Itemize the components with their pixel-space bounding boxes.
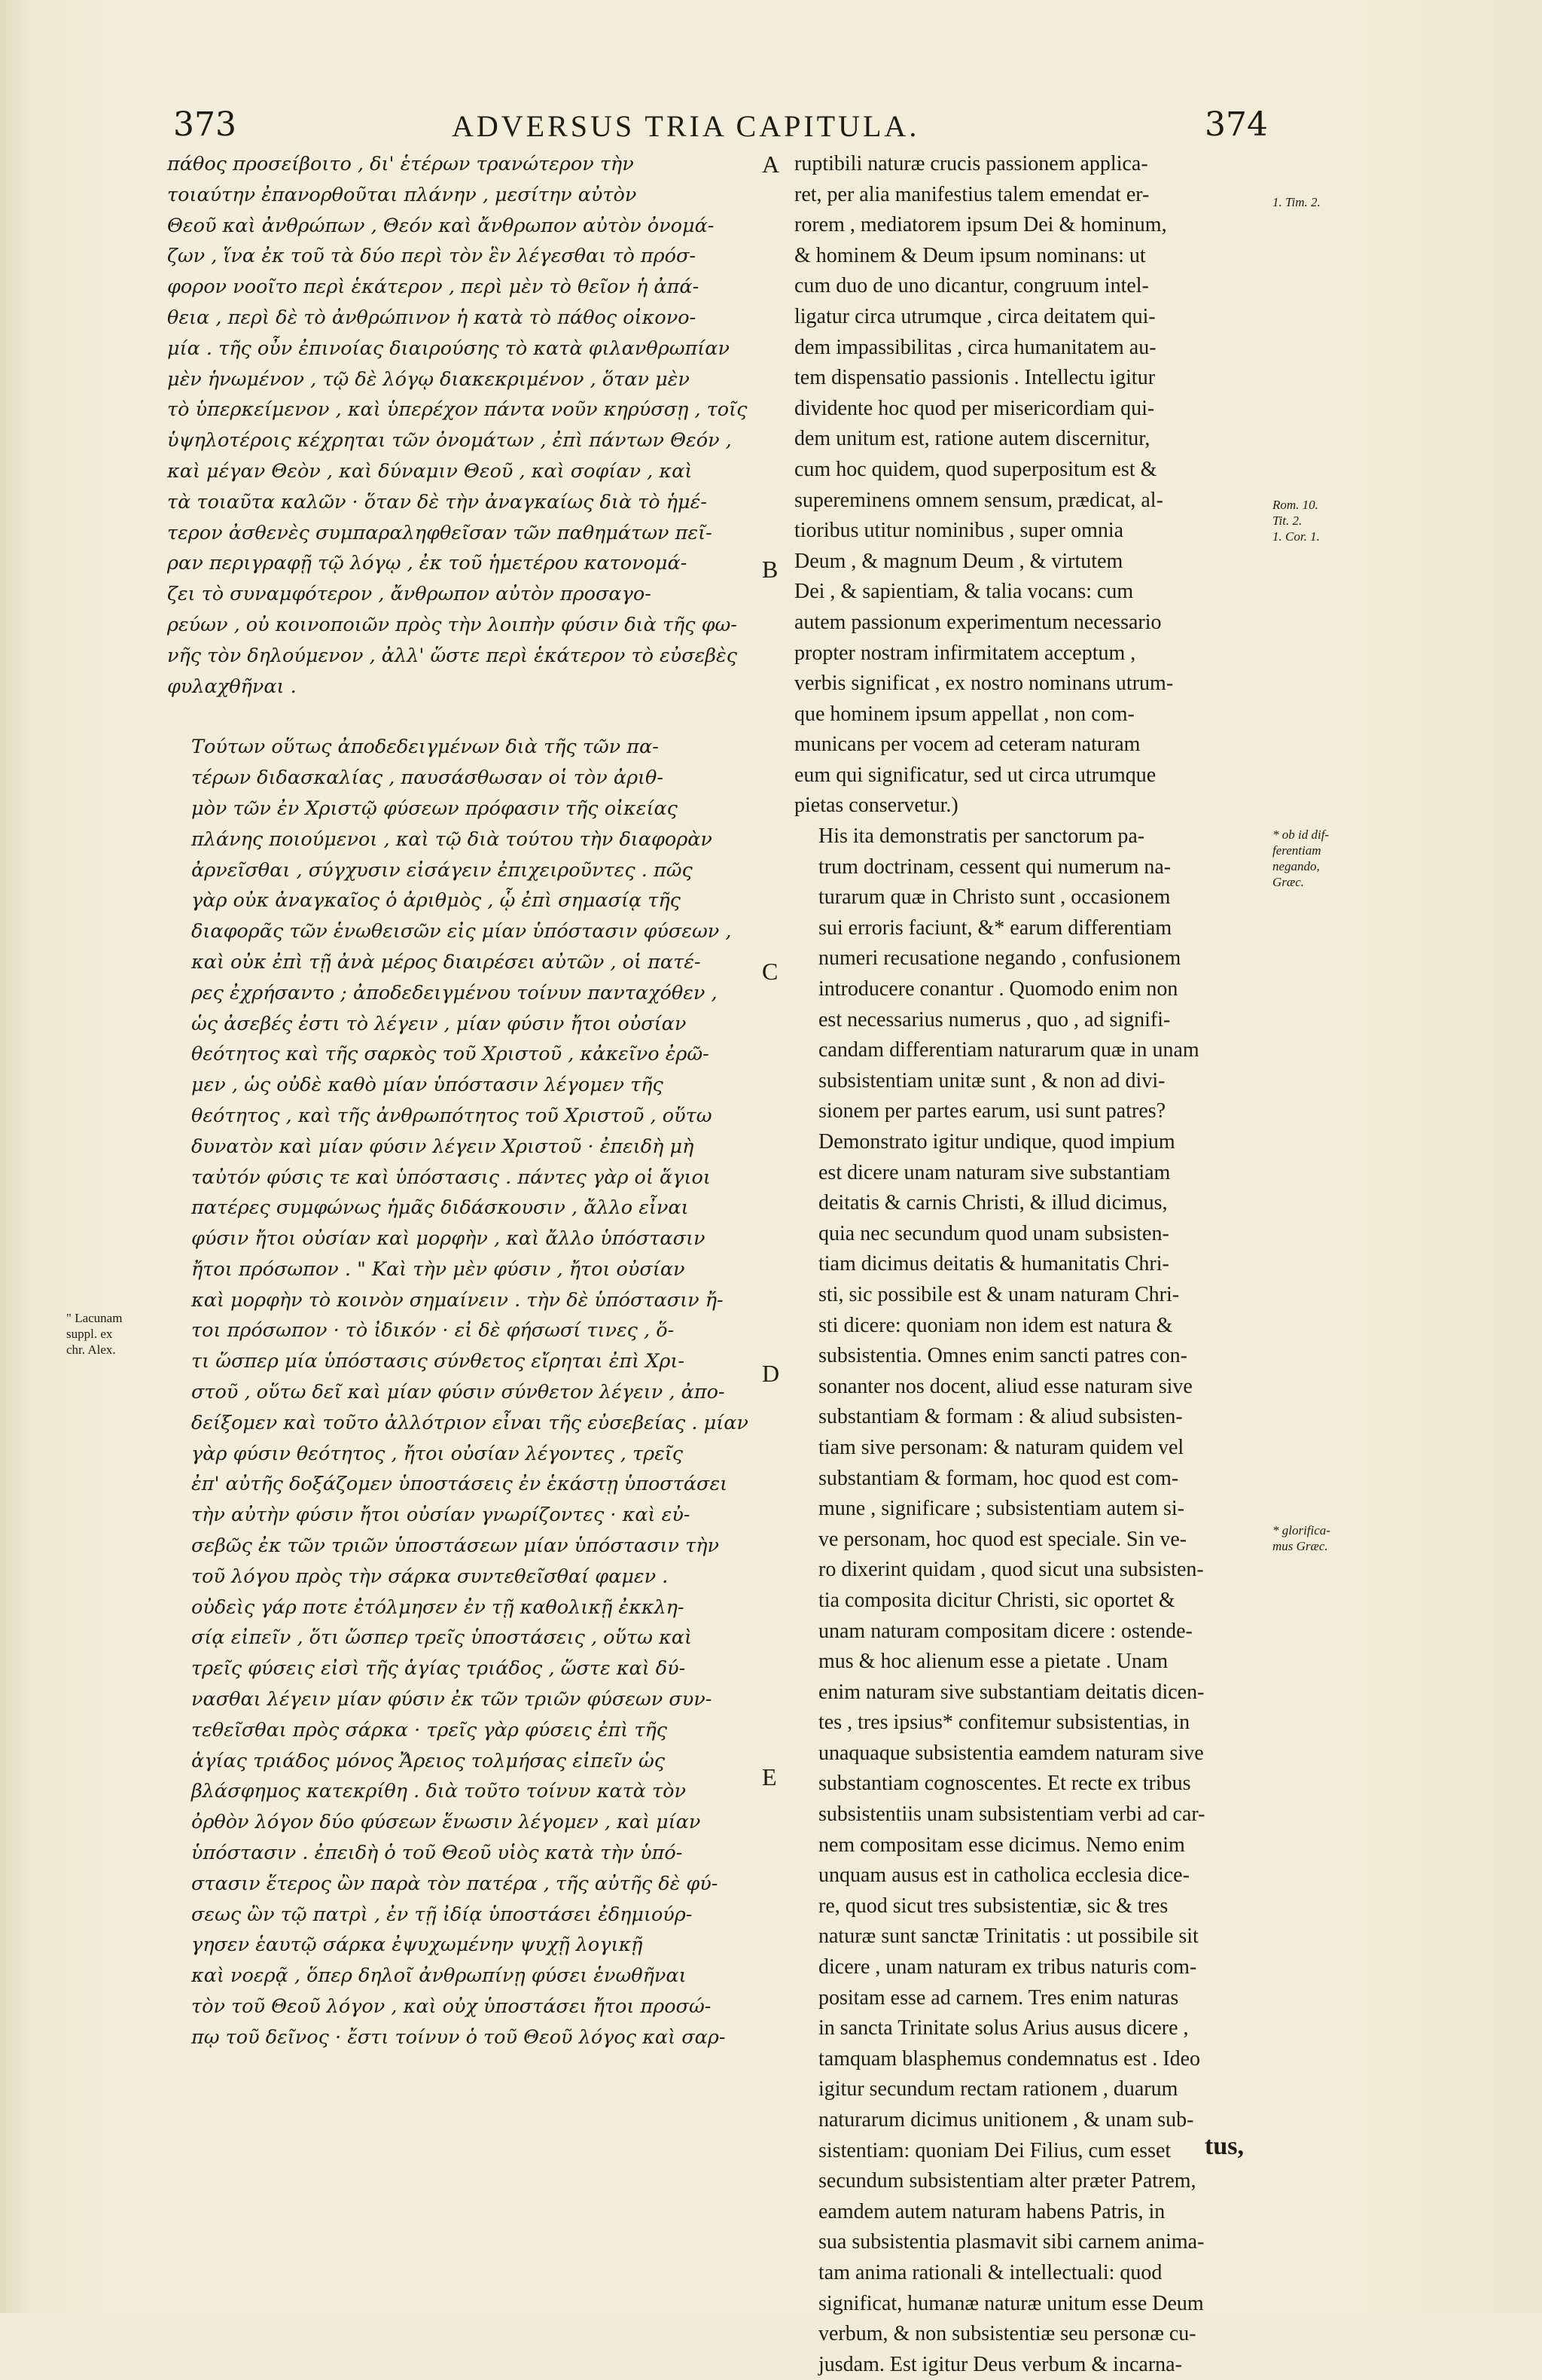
- greek-text-line: τέρων διδασκαλίας , παυσάσθωσαν οἱ τὸν ἀριθ-: [191, 766, 664, 790]
- latin-text-line: secundum subsistentiam alter præter Patrem,: [818, 2169, 1196, 2193]
- greek-text-line: γὰρ οὐκ ἀναγκαῖος ὁ ἀριθμὸς , ᾧ ἐπὶ σημασίᾳ τῆς: [191, 889, 681, 913]
- greek-text-line: τοι πρόσωπον · τὸ ἰδικόν · εἰ δὲ φήσωσί τινες , ὅ-: [191, 1319, 675, 1342]
- greek-text-line: δείξομεν καὶ τοῦτο ἀλλότριον εἶναι τῆς εὐσεβείας . μίαν: [191, 1411, 748, 1434]
- greek-text-line: καὶ νοερᾷ , ὅπερ δηλοῖ ἀνθρωπίνῃ φύσει ἑνωθῆναι: [191, 1964, 687, 1988]
- greek-text-line: γὰρ φύσιν θεότητος , ἤτοι οὐσίαν λέγοντες , τρεῖς: [191, 1442, 684, 1465]
- greek-text-line: ἀρνεῖσθαι , σύγχυσιν εἰσάγειν ἐπιχειροῦντες . πῶς: [191, 858, 693, 882]
- latin-text-line: subsistentia. Omnes enim sancti patres con-: [818, 1344, 1187, 1368]
- latin-text-line: substantiam & formam : & aliud subsisten-: [818, 1405, 1183, 1429]
- catchword: tus,: [1205, 2132, 1244, 2160]
- latin-text-line: unaquaque subsistentia eamdem naturam sive: [818, 1741, 1204, 1765]
- margin-note-rom: Rom. 10. Tit. 2. 1. Cor. 1.: [1272, 498, 1320, 544]
- greek-text-line: στασιν ἕτερος ὢν παρὰ τὸν πατέρα , τῆς αὐτῆς δὲ φύ-: [191, 1872, 718, 1895]
- latin-text-line: ret, per alia manifestius talem emendat er-: [794, 182, 1150, 206]
- latin-text-line: ligatur circa utrumque , circa deitatem qui-: [794, 304, 1156, 328]
- latin-text-line: est dicere unam naturam sive substantiam: [818, 1160, 1171, 1184]
- latin-text-line: numeri recusatione negando , confusionem: [818, 946, 1181, 971]
- latin-text-line: unam naturam compositam dicere : ostende-: [818, 1619, 1193, 1643]
- greek-text-line: νασθαι λέγειν μίαν φύσιν ἐκ τῶν τριῶν φύσεων συν-: [191, 1688, 712, 1711]
- latin-text-line: dem impassibilitas , circa humanitatem au-: [794, 335, 1156, 359]
- greek-text-line: νῆς τὸν δηλούμενον , ἀλλ' ὥστε περὶ ἑκάτερον τὸ εὐσεβὲς: [167, 644, 738, 667]
- latin-text-line: mune , significare ; subsistentiam autem si-: [818, 1497, 1185, 1521]
- latin-text-line: tiam dicimus deitatis & humanitatis Chri-: [818, 1252, 1169, 1276]
- latin-column: [794, 149, 1261, 2380]
- greek-text-line: πάθος προσείβοιτο , δι' ἑτέρων τρανώτερον τὴν: [167, 153, 634, 175]
- greek-text-line: θεότητος , καὶ τῆς ἀνθρωπότητος τοῦ Χριστοῦ , οὕτω: [191, 1104, 712, 1127]
- greek-text-line: καὶ μορφὴν τὸ κοινὸν σημαίνειν . τὴν δὲ ὑπόστασιν ἤ-: [191, 1288, 724, 1312]
- greek-text-line: ὑψηλοτέροις κέχρηται τῶν ὀνομάτων , ἐπὶ πάντων Θεόν ,: [167, 429, 732, 453]
- latin-text-line: subsistentiam unitæ sunt , & non ad divi-: [818, 1068, 1166, 1092]
- greek-text-line: μὸν τῶν ἐν Χριστῷ φύσεων πρόφασιν τῆς οἰκείας: [191, 797, 678, 820]
- greek-text-line: φύσιν ἤτοι οὐσίαν καὶ μορφὴν , καὶ ἄλλο ὑπόστασιν: [191, 1227, 705, 1251]
- greek-text-line: φυλαχθῆναι .: [167, 675, 297, 698]
- greek-text-line: σίᾳ εἰπεῖν , ὅτι ὥσπερ τρεῖς ὑποστάσεις , οὕτω καὶ: [191, 1626, 692, 1650]
- greek-text-line: διαφορᾶς τῶν ἑνωθεισῶν εἰς μίαν ὑπόστασιν φύσεων ,: [191, 920, 732, 943]
- latin-text-line: nem compositam esse dicimus. Nemo enim: [818, 1833, 1185, 1857]
- latin-text-line: dicere , unam naturam ex tribus naturis com-: [818, 1955, 1197, 1979]
- page-header: [151, 105, 1268, 151]
- latin-text-line: significat, humanæ naturæ unitum esse Deum: [818, 2291, 1204, 2315]
- latin-text-line: sui erroris faciunt, &* earum differentiam: [818, 916, 1172, 940]
- margin-note-tim: 1. Tim. 2.: [1272, 195, 1321, 209]
- greek-text-line: φορον νοοῖτο περὶ ἑκάτερον , περὶ μὲν τὸ θεῖον ἡ ἀπά-: [167, 276, 699, 299]
- paragraph-gap: [167, 702, 753, 732]
- latin-text-line: mus & hoc alienum esse a pietate . Unam: [818, 1650, 1169, 1674]
- latin-text-line: est necessarius numerus , quo , ad signifi-: [818, 1007, 1171, 1032]
- latin-text-line: substantiam cognoscentes. Et recte ex tribus: [818, 1772, 1191, 1796]
- greek-text-line: τρεῖς φύσεις εἰσὶ τῆς ἁγίας τριάδος , ὥστε καὶ δύ-: [191, 1657, 686, 1681]
- greek-text-line: τὸν τοῦ Θεοῦ λόγον , καὶ οὐχ ὑποστάσει ἤτοι προσώ-: [191, 1995, 712, 2019]
- section-letter-c: C: [762, 958, 779, 985]
- latin-text-line: tes , tres ipsius* confitemur subsistentias, in: [818, 1711, 1190, 1735]
- greek-text-line: ὀρθὸν λόγον δύο φύσεων ἕνωσιν λέγομεν , καὶ μίαν: [191, 1811, 701, 1834]
- greek-text-line: ὑπόστασιν . ἐπειδὴ ὁ τοῦ Θεοῦ υἱὸς κατὰ τὴν ὑπό-: [191, 1842, 683, 1865]
- greek-text-line: βλάσφημος κατεκρίθη . διὰ τοῦτο τοίνυν κατὰ τὸν: [191, 1780, 686, 1803]
- latin-text-line: sistentiam: quoniam Dei Filius, cum esset: [818, 2138, 1172, 2162]
- latin-text-line: tam anima rationali & intellectuali: quod: [818, 2260, 1163, 2284]
- latin-text-line: sonanter nos docent, aliud esse naturam sive: [818, 1374, 1193, 1398]
- greek-text-line: τι ὥσπερ μία ὑπόστασις σύνθετος εἴρηται ἐπὶ Χρι-: [191, 1350, 684, 1373]
- greek-text-line: τοιαύτην ἐπανορθοῦται πλάνην , μεσίτην αὐτὸν: [167, 183, 637, 206]
- latin-text-line: naturæ sunt sanctæ Trinitatis : ut possibile sit: [818, 1924, 1199, 1949]
- latin-text-line: sua subsistentia plasmavit sibi carnem anima-: [818, 2230, 1205, 2254]
- greek-text-line: σεως ὢν τῷ πατρὶ , ἐν τῇ ἰδίᾳ ὑποστάσει ἐδημιούρ-: [191, 1903, 693, 1926]
- latin-text-line: deitatis & carnis Christi, & illud dicimus,: [818, 1191, 1168, 1215]
- greek-text-line: καὶ μέγαν Θεὸν , καὶ δύναμιν Θεοῦ , καὶ σοφίαν , καὶ: [167, 459, 693, 483]
- latin-text-line: His ita demonstratis per sanctorum pa-: [818, 824, 1145, 849]
- latin-text-line: autem passionum experimentum necessario: [794, 610, 1162, 634]
- greek-paragraph-2: [167, 732, 753, 2052]
- greek-text-line: τὴν αὐτὴν φύσιν ἤτοι οὐσίαν γνωρίζοντες · καὶ εὐ-: [191, 1504, 690, 1527]
- page-number-right: 374: [1205, 105, 1268, 144]
- greek-text-line: πῳ τοῦ δεῖνος · ἔστι τοίνυν ὁ τοῦ Θεοῦ λόγος καὶ σαρ-: [191, 2025, 726, 2049]
- page-number-left: 373: [173, 105, 236, 144]
- greek-text-line: πατέρες συμφώνως ἡμᾶς διδάσκουσιν , ἄλλο εἶναι: [191, 1196, 689, 1220]
- latin-text-line: propter nostram infirmitatem acceptum ,: [794, 641, 1136, 665]
- latin-text-line: tamquam blasphemus condemnatus est . Ideo: [818, 2046, 1200, 2071]
- latin-text-line: & hominem & Deum ipsum nominans: ut: [794, 243, 1146, 267]
- latin-text-line: sionem per partes earum, usi sunt patres?: [818, 1099, 1166, 1123]
- latin-paragraph-2: [794, 821, 1261, 2380]
- greek-text-line: τερον ἀσθενὲς συμπαραληφθεῖσαν τῶν παθημάτων πεῖ-: [167, 521, 712, 544]
- latin-text-line: rorem , mediatorem ipsum Dei & hominum,: [794, 213, 1167, 237]
- latin-text-line: Deum , & magnum Deum , & virtutem: [794, 549, 1123, 573]
- greek-text-line: μεν , ὡς οὐδὲ καθὸ μίαν ὑπόστασιν λέγομεν τῆς: [191, 1074, 663, 1097]
- greek-text-line: ρες ἐχρήσαντο ; ἀποδεδειγμένου τοίνυν πανταχόθεν ,: [191, 981, 718, 1004]
- greek-text-line: ἤτοι πρόσωπον . " Καὶ τὴν μὲν φύσιν , ἤτοι οὐσίαν: [191, 1257, 685, 1281]
- greek-text-line: ταὐτόν φύσις τε καὶ ὑπόστασις . πάντες γὰρ οἱ ἅγιοι: [191, 1166, 711, 1189]
- latin-text-line: sti, sic possibile est & unam naturam Chri-: [818, 1282, 1180, 1306]
- latin-text-line: in sancta Trinitate solus Arius ausus dicere ,: [818, 2016, 1189, 2040]
- latin-text-line: igitur secundum rectam rationem , duarum: [818, 2077, 1178, 2101]
- latin-text-line: cum duo de uno dicantur, congruum intel-: [794, 274, 1149, 298]
- latin-paragraph-1: [794, 149, 1261, 821]
- latin-text-line: candam differentiam naturarum quæ in unam: [818, 1038, 1199, 1062]
- latin-text-line: naturarum dicimus unitionem , & unam sub-: [818, 2108, 1194, 2132]
- latin-text-line: supereminens omnem sensum, prædicat, al-: [794, 488, 1163, 512]
- latin-text-line: tioribus utitur nominibus , super omnia: [794, 519, 1124, 543]
- latin-text-line: turarum quæ in Christo sunt , occasionem: [818, 885, 1171, 910]
- greek-text-line: στοῦ , οὕτω δεῖ καὶ μίαν φύσιν σύνθετον λέγειν , ἀπο-: [191, 1381, 725, 1404]
- latin-text-line: positam esse ad carnem. Tres enim naturas: [818, 1985, 1179, 2010]
- greek-text-line: ἁγίας τριάδος μόνος Ἄρειος τολμήσας εἰπεῖν ὡς: [191, 1749, 666, 1772]
- greek-text-line: πλάνης ποιούμενοι , καὶ τῷ διὰ τούτου τὴν διαφορὰν: [191, 827, 712, 851]
- greek-text-line: ζων , ἵνα ἐκ τοῦ τὰ δύο περὶ τὸν ἓν λέγεσθαι τὸ πρόσ-: [167, 245, 696, 268]
- margin-note-ob-id: * ob id dif- ferentiam negando, Græc.: [1272, 827, 1330, 889]
- latin-text-line: cum hoc quidem, quod superpositum est &: [794, 457, 1157, 481]
- section-letter-e: E: [762, 1763, 777, 1790]
- latin-text-line: quia nec secundum quod unam subsisten-: [818, 1221, 1169, 1245]
- greek-text-line: ἐπ' αὐτῆς δοξάζομεν ὑποστάσεις ἐν ἑκάστῃ ὑποστάσει: [191, 1473, 728, 1496]
- greek-text-line: Θεοῦ καὶ ἀνθρώπων , Θεόν καὶ ἄνθρωπον αὐτὸν ὀνομά-: [167, 214, 715, 237]
- latin-text-line: ruptibili naturæ crucis passionem applica-: [794, 152, 1148, 175]
- latin-text-line: ve personam, hoc quod est speciale. Sin ve-: [818, 1527, 1187, 1551]
- margin-note-lacunam: " Lacunam suppl. ex chr. Alex.: [66, 1311, 123, 1357]
- latin-text-line: ro dixerint quidam , quod sicut una subsisten-: [818, 1558, 1204, 1582]
- greek-text-line: σεβῶς ἐκ τῶν τριῶν ὑποστάσεων μίαν ὑπόστασιν τὴν: [191, 1534, 720, 1558]
- latin-text-line: verbum, & non subsistentiæ seu personæ cu-: [818, 2322, 1196, 2346]
- margin-note-glorificamus: * glorifica- mus Græc.: [1272, 1523, 1330, 1553]
- latin-text-line: unquam ausus est in catholica ecclesia dice-: [818, 1863, 1190, 1888]
- latin-text-line: pietas conservetur.): [794, 794, 958, 818]
- latin-text-line: eum qui significatur, sed ut circa utrumque: [794, 763, 1156, 787]
- latin-text-line: introducere conantur . Quomodo enim non: [818, 977, 1178, 1001]
- section-letter-d: D: [762, 1360, 780, 1387]
- latin-text-line: verbis significat , ex nostro nominans utrum-: [794, 672, 1174, 696]
- greek-text-line: μία . τῆς οὖν ἐπινοίας διαιρούσης τὸ κατὰ φιλανθρωπίαν: [167, 337, 730, 360]
- latin-text-line: enim naturam sive substantiam deitatis dicen-: [818, 1680, 1205, 1704]
- latin-text-line: substantiam & formam, hoc quod est com-: [818, 1466, 1179, 1490]
- greek-paragraph-1: [167, 149, 753, 702]
- latin-text-line: que hominem ipsum appellat , non com-: [794, 702, 1135, 726]
- greek-column: [167, 149, 753, 2053]
- greek-text-line: μὲν ἡνωμένον , τῷ δὲ λόγῳ διακεκριμένον , ὅταν μὲν: [167, 367, 690, 391]
- greek-text-line: τοῦ λόγου πρὸς τὴν σάρκα συντεθεῖσθαί φαμεν .: [191, 1565, 669, 1588]
- latin-text-line: jusdam. Est igitur Deus verbum & incarna-: [818, 2352, 1182, 2376]
- latin-text-line: tiam sive personam: & naturam quidem vel: [818, 1435, 1184, 1459]
- greek-text-line: θεια , περὶ δὲ τὸ ἀνθρώπινον ἡ κατὰ τὸ πάθος οἰκονο-: [167, 306, 696, 329]
- latin-text-line: Dei , & sapientiam, & talia vocans: cum: [794, 580, 1134, 604]
- section-letter-b: B: [762, 556, 779, 583]
- greek-text-line: θεότητος καὶ τῆς σαρκὸς τοῦ Χριστοῦ , κἀκεῖνο ἐρῶ-: [191, 1043, 709, 1066]
- greek-text-line: καὶ οὐκ ἐπὶ τῇ ἀνὰ μέρος διαιρέσει αὐτῶν , οἱ πατέ-: [191, 950, 701, 974]
- latin-text-line: Demonstrato igitur undique, quod impium: [818, 1130, 1175, 1153]
- latin-text-line: subsistentiis unam subsistentiam verbi ad car-: [818, 1803, 1205, 1827]
- greek-text-line: τὰ τοιαῦτα καλῶν · ὅταν δὲ τὴν ἀναγκαίως διὰ τὸ ἡμέ-: [167, 490, 707, 513]
- greek-text-line: ραν περιγραφῇ τῷ λόγῳ , ἐκ τοῦ ἡμετέρου κατονομά-: [167, 552, 687, 575]
- greek-text-line: δυνατὸν καὶ μίαν φύσιν λέγειν Χριστοῦ · ἐπειδὴ μὴ: [191, 1135, 694, 1158]
- latin-text-line: municans per vocem ad ceteram naturam: [794, 733, 1141, 757]
- latin-text-line: dem unitum est, ratione autem discernitur,: [794, 427, 1150, 451]
- greek-text-line: τὸ ὑπερκείμενον , καὶ ὑπερέχον πάντα νοῦν κηρύσσῃ , τοῖς: [167, 398, 748, 422]
- latin-text-line: re, quod sicut tres subsistentiæ, sic & tres: [818, 1894, 1169, 1918]
- latin-text-line: sti dicere: quoniam non idem est natura &: [818, 1313, 1173, 1337]
- running-title: ADVERSUS TRIA CAPITULA.: [452, 109, 920, 143]
- greek-text-line: ρεύων , οὐ κοινοποιῶν πρὸς τὴν λοιπὴν φύσιν διὰ τῆς φω-: [167, 613, 737, 636]
- greek-text-line: οὐδεὶς γάρ ποτε ἐτόλμησεν ἐν τῇ καθολικῇ ἐκκλη-: [191, 1595, 684, 1619]
- latin-text-line: tem dispensatio passionis . Intellectu igitur: [794, 366, 1156, 390]
- greek-text-line: ὡς ἀσεβές ἐστι τὸ λέγειν , μίαν φύσιν ἤτοι οὐσίαν: [191, 1012, 687, 1035]
- latin-text-line: dividente hoc quod per misericordiam qui-: [794, 396, 1155, 420]
- greek-text-line: τεθεῖσθαι πρὸς σάρκα · τρεῖς γὰρ φύσεις ἐπὶ τῆς: [191, 1718, 668, 1742]
- greek-text-line: γησεν ἑαυτῷ σάρκα ἐψυχωμένην ψυχῇ λογικῇ: [191, 1934, 643, 1957]
- greek-text-line: ζει τὸ συναμφότερον , ἄνθρωπον αὐτὸν προσαγο-: [167, 583, 651, 606]
- latin-text-line: eamdem autem naturam habens Patris, in: [818, 2199, 1166, 2223]
- latin-text-line: tia composita dicitur Christi, sic oportet &: [818, 1588, 1175, 1612]
- greek-text-line: Τούτων οὕτως ἀποδεδειγμένων διὰ τῆς τῶν πα-: [191, 736, 659, 759]
- section-letter-a: A: [762, 151, 780, 178]
- latin-text-line: trum doctrinam, cessent qui numerum na-: [818, 855, 1172, 879]
